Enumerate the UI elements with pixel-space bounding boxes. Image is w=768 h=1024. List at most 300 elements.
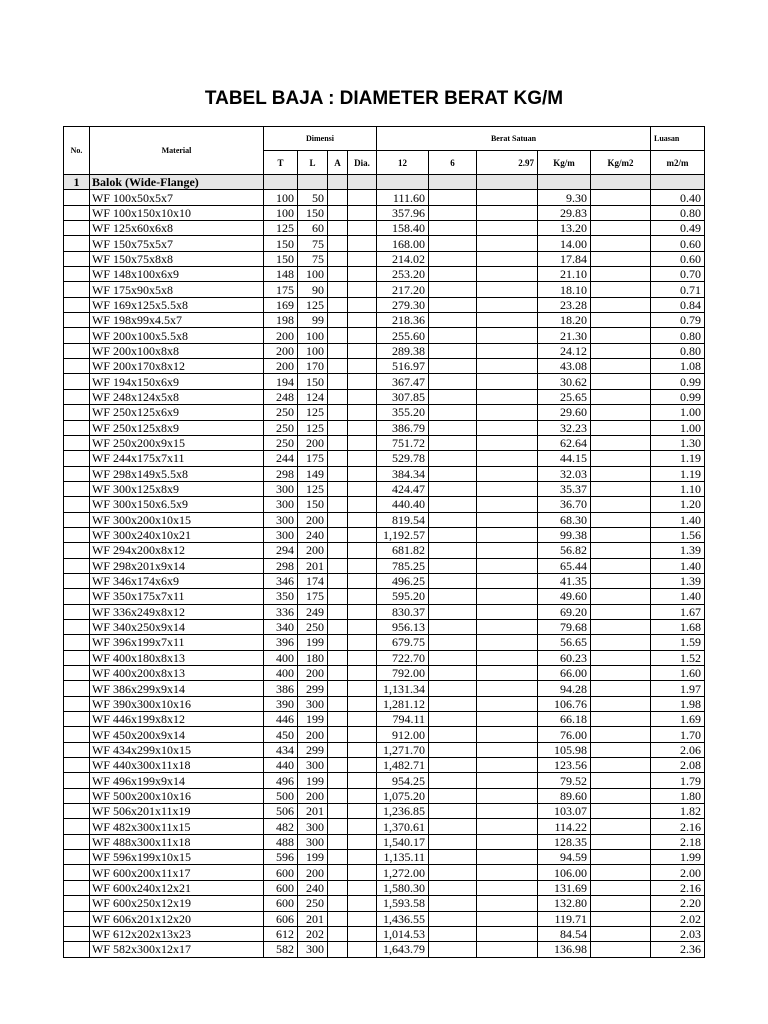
berat-12-cell: 1,014.53 — [377, 926, 429, 941]
empty-cell — [328, 405, 348, 420]
luasan-cell: 0.80 — [651, 205, 705, 220]
table-row — [64, 451, 705, 466]
empty-cell — [477, 650, 538, 665]
dim-l-cell: 99 — [298, 313, 328, 328]
empty-cell — [64, 205, 90, 220]
empty-cell — [477, 481, 538, 496]
material-cell: WF 169x125x5.5x8 — [90, 297, 264, 312]
empty-cell — [328, 850, 348, 865]
empty-cell — [64, 742, 90, 757]
kgm-cell: 131.69 — [538, 880, 591, 895]
empty-cell — [348, 926, 377, 941]
empty-cell — [591, 543, 651, 558]
empty-cell — [64, 190, 90, 205]
empty-cell — [348, 604, 377, 619]
empty-cell — [591, 451, 651, 466]
empty-cell — [64, 896, 90, 911]
dim-t-cell: 150 — [264, 251, 298, 266]
empty-cell — [477, 788, 538, 803]
luasan-cell: 1.19 — [651, 466, 705, 481]
berat-12-cell: 386.79 — [377, 420, 429, 435]
dim-t-cell: 482 — [264, 819, 298, 834]
dim-t-cell: 600 — [264, 880, 298, 895]
table-row — [64, 666, 705, 681]
berat-12-cell: 1,236.85 — [377, 804, 429, 819]
empty-cell — [591, 666, 651, 681]
table-row — [64, 696, 705, 711]
empty-cell — [64, 313, 90, 328]
empty-cell — [64, 297, 90, 312]
empty-cell — [429, 696, 477, 711]
empty-cell — [429, 359, 477, 374]
material-cell: WF 612x202x13x23 — [90, 926, 264, 941]
kgm-cell: 25.65 — [538, 389, 591, 404]
empty-cell — [429, 880, 477, 895]
table-row — [64, 926, 705, 941]
empty-cell — [591, 819, 651, 834]
dim-l-cell: 124 — [298, 389, 328, 404]
empty-cell — [429, 527, 477, 542]
empty-cell — [348, 788, 377, 803]
empty-cell — [477, 282, 538, 297]
table-row — [64, 313, 705, 328]
empty-cell — [477, 512, 538, 527]
dim-l-cell: 200 — [298, 865, 328, 880]
kgm-cell: 106.76 — [538, 696, 591, 711]
berat-12-cell: 595.20 — [377, 589, 429, 604]
table-row — [64, 205, 705, 220]
empty-cell — [64, 911, 90, 926]
table-row — [64, 880, 705, 895]
dim-l-cell: 300 — [298, 834, 328, 849]
empty-cell — [429, 619, 477, 634]
material-cell: WF 298x201x9x14 — [90, 558, 264, 573]
material-cell: WF 400x200x8x13 — [90, 666, 264, 681]
luasan-cell: 2.03 — [651, 926, 705, 941]
empty-cell — [64, 543, 90, 558]
luasan-cell: 1.99 — [651, 850, 705, 865]
dim-l-cell: 201 — [298, 804, 328, 819]
dim-l-cell: 149 — [298, 466, 328, 481]
empty-cell — [591, 389, 651, 404]
material-cell: WF 100x150x10x10 — [90, 205, 264, 220]
dim-t-cell: 390 — [264, 696, 298, 711]
empty-cell — [477, 619, 538, 634]
empty-cell — [429, 681, 477, 696]
material-cell: WF 482x300x11x15 — [90, 819, 264, 834]
empty-cell — [348, 389, 377, 404]
luasan-cell: 1.68 — [651, 619, 705, 634]
empty-cell — [348, 727, 377, 742]
empty-cell — [328, 880, 348, 895]
kgm-cell: 99.38 — [538, 527, 591, 542]
empty-cell — [477, 205, 538, 220]
empty-cell — [64, 788, 90, 803]
berat-12-cell: 1,075.20 — [377, 788, 429, 803]
empty-cell — [348, 374, 377, 389]
material-cell: WF 340x250x9x14 — [90, 619, 264, 634]
berat-12-cell: 1,281.12 — [377, 696, 429, 711]
dim-l-cell: 90 — [298, 282, 328, 297]
empty-cell — [477, 681, 538, 696]
kgm-cell: 94.28 — [538, 681, 591, 696]
empty-cell — [591, 236, 651, 251]
empty-cell — [591, 405, 651, 420]
table-row — [64, 543, 705, 558]
dim-l-cell: 200 — [298, 435, 328, 450]
empty-cell — [328, 865, 348, 880]
material-cell: WF 386x299x9x14 — [90, 681, 264, 696]
empty-cell — [328, 573, 348, 588]
empty-cell — [348, 681, 377, 696]
empty-cell — [64, 926, 90, 941]
empty-cell — [429, 926, 477, 941]
empty-cell — [591, 267, 651, 282]
kgm-cell: 65.44 — [538, 558, 591, 573]
dim-t-cell: 440 — [264, 758, 298, 773]
empty-cell — [348, 251, 377, 266]
berat-12-cell: 367.47 — [377, 374, 429, 389]
empty-cell — [477, 696, 538, 711]
empty-cell — [591, 221, 651, 236]
empty-cell — [328, 819, 348, 834]
berat-12-cell: 111.60 — [377, 190, 429, 205]
kgm-cell: 84.54 — [538, 926, 591, 941]
kgm-cell: 132.80 — [538, 896, 591, 911]
kgm-cell: 114.22 — [538, 819, 591, 834]
kgm-cell: 32.03 — [538, 466, 591, 481]
empty-cell — [477, 727, 538, 742]
dim-t-cell: 298 — [264, 558, 298, 573]
dim-t-cell: 612 — [264, 926, 298, 941]
table-row — [64, 773, 705, 788]
empty-cell — [64, 359, 90, 374]
material-cell: WF 434x299x10x15 — [90, 742, 264, 757]
kgm-cell: 43.08 — [538, 359, 591, 374]
material-cell: WF 300x150x6.5x9 — [90, 497, 264, 512]
empty-cell — [348, 297, 377, 312]
dim-l-cell: 150 — [298, 497, 328, 512]
dim-t-cell: 248 — [264, 389, 298, 404]
material-cell: WF 600x250x12x19 — [90, 896, 264, 911]
berat-12-cell: 912.00 — [377, 727, 429, 742]
dim-l-cell: 250 — [298, 619, 328, 634]
dim-l-cell: 200 — [298, 543, 328, 558]
steel-table — [63, 126, 705, 958]
empty-cell — [64, 343, 90, 358]
table-row — [64, 343, 705, 358]
empty-cell — [591, 880, 651, 895]
table-row — [64, 512, 705, 527]
empty-cell — [477, 313, 538, 328]
table-row — [64, 650, 705, 665]
table-row — [64, 712, 705, 727]
material-cell: WF 500x200x10x16 — [90, 788, 264, 803]
empty-cell — [429, 282, 477, 297]
kgm-cell: 49.60 — [538, 589, 591, 604]
empty-cell — [348, 328, 377, 343]
empty-cell — [477, 742, 538, 757]
dim-l-cell: 300 — [298, 942, 328, 957]
dim-t-cell: 250 — [264, 405, 298, 420]
berat-12-cell: 253.20 — [377, 267, 429, 282]
material-cell: WF 300x200x10x15 — [90, 512, 264, 527]
luasan-cell: 1.82 — [651, 804, 705, 819]
empty-cell — [64, 635, 90, 650]
empty-cell — [64, 221, 90, 236]
empty-cell — [328, 435, 348, 450]
luasan-cell: 1.00 — [651, 420, 705, 435]
table-row — [64, 604, 705, 619]
empty-cell — [64, 604, 90, 619]
empty-cell — [328, 328, 348, 343]
kgm-cell: 21.30 — [538, 328, 591, 343]
kgm-cell: 32.23 — [538, 420, 591, 435]
empty-cell — [429, 589, 477, 604]
empty-cell — [64, 328, 90, 343]
berat-12-cell: 1,643.79 — [377, 942, 429, 957]
luasan-cell: 0.40 — [651, 190, 705, 205]
empty-cell — [477, 527, 538, 542]
empty-cell — [328, 282, 348, 297]
empty-cell — [429, 742, 477, 757]
empty-cell — [64, 681, 90, 696]
material-cell: WF 125x60x6x8 — [90, 221, 264, 236]
berat-12-cell: 384.34 — [377, 466, 429, 481]
empty-cell — [348, 758, 377, 773]
table-row — [64, 359, 705, 374]
empty-cell — [429, 328, 477, 343]
empty-cell — [591, 727, 651, 742]
empty-cell — [348, 420, 377, 435]
empty-cell — [477, 343, 538, 358]
table-row — [64, 466, 705, 481]
empty-cell — [429, 435, 477, 450]
empty-cell — [328, 773, 348, 788]
berat-12-cell: 1,593.58 — [377, 896, 429, 911]
berat-12-cell: 214.02 — [377, 251, 429, 266]
material-cell: WF 100x50x5x7 — [90, 190, 264, 205]
material-cell: WF 298x149x5.5x8 — [90, 466, 264, 481]
luasan-cell: 2.00 — [651, 865, 705, 880]
material-cell: WF 606x201x12x20 — [90, 911, 264, 926]
empty-cell — [591, 788, 651, 803]
empty-cell — [64, 573, 90, 588]
empty-cell — [348, 543, 377, 558]
empty-cell — [477, 819, 538, 834]
material-cell: WF 248x124x5x8 — [90, 389, 264, 404]
empty-cell — [477, 558, 538, 573]
empty-cell — [328, 942, 348, 957]
empty-cell — [477, 896, 538, 911]
dim-t-cell: 346 — [264, 573, 298, 588]
kgm-cell: 103.07 — [538, 804, 591, 819]
material-cell: WF 200x100x5.5x8 — [90, 328, 264, 343]
empty-cell — [64, 512, 90, 527]
section-row — [64, 175, 705, 190]
empty-cell — [477, 267, 538, 282]
empty-cell — [591, 190, 651, 205]
header-kgm2: Kg/m2 — [591, 151, 651, 175]
section-no: 1 — [64, 175, 90, 190]
empty-cell — [64, 466, 90, 481]
empty-cell — [64, 589, 90, 604]
kgm-cell: 128.35 — [538, 834, 591, 849]
luasan-cell: 1.40 — [651, 558, 705, 573]
header-luasan: Luasan — [651, 127, 705, 151]
empty-cell — [64, 758, 90, 773]
empty-cell — [328, 926, 348, 941]
material-cell: WF 300x240x10x21 — [90, 527, 264, 542]
dim-l-cell: 249 — [298, 604, 328, 619]
material-cell: WF 336x249x8x12 — [90, 604, 264, 619]
empty-cell — [64, 712, 90, 727]
table-row — [64, 589, 705, 604]
empty-cell — [429, 543, 477, 558]
berat-12-cell: 357.96 — [377, 205, 429, 220]
empty-cell — [328, 221, 348, 236]
empty-cell — [591, 359, 651, 374]
kgm-cell: 30.62 — [538, 374, 591, 389]
empty-cell — [328, 558, 348, 573]
empty-cell — [591, 758, 651, 773]
empty-cell — [348, 451, 377, 466]
empty-cell — [477, 635, 538, 650]
berat-12-cell: 1,192.57 — [377, 527, 429, 542]
empty-cell — [64, 804, 90, 819]
berat-12-cell: 1,271.70 — [377, 742, 429, 757]
material-cell: WF 194x150x6x9 — [90, 374, 264, 389]
empty-cell — [591, 635, 651, 650]
dim-l-cell: 75 — [298, 236, 328, 251]
dim-l-cell: 175 — [298, 451, 328, 466]
empty-cell — [64, 420, 90, 435]
luasan-cell: 1.40 — [651, 589, 705, 604]
empty-cell — [328, 589, 348, 604]
empty-cell — [64, 527, 90, 542]
dim-t-cell: 446 — [264, 712, 298, 727]
dim-l-cell: 100 — [298, 267, 328, 282]
dim-t-cell: 450 — [264, 727, 298, 742]
dim-t-cell: 125 — [264, 221, 298, 236]
dim-t-cell: 488 — [264, 834, 298, 849]
header-l: L — [298, 151, 328, 175]
empty-cell — [591, 527, 651, 542]
material-cell: WF 582x300x12x17 — [90, 942, 264, 957]
empty-cell — [591, 619, 651, 634]
kgm-cell: 14.00 — [538, 236, 591, 251]
material-cell: WF 294x200x8x12 — [90, 543, 264, 558]
empty-cell — [429, 804, 477, 819]
empty-cell — [429, 788, 477, 803]
empty-cell — [348, 236, 377, 251]
empty-cell — [348, 911, 377, 926]
header-no: No. — [64, 127, 90, 175]
empty-cell — [64, 389, 90, 404]
luasan-cell: 0.99 — [651, 389, 705, 404]
empty-cell — [429, 604, 477, 619]
luasan-cell: 1.69 — [651, 712, 705, 727]
empty-cell — [591, 435, 651, 450]
empty-cell — [328, 313, 348, 328]
dim-l-cell: 150 — [298, 374, 328, 389]
material-cell: WF 390x300x10x16 — [90, 696, 264, 711]
table-row — [64, 236, 705, 251]
empty-cell — [477, 328, 538, 343]
dim-t-cell: 200 — [264, 328, 298, 343]
empty-cell — [429, 558, 477, 573]
luasan-cell: 1.00 — [651, 405, 705, 420]
empty-cell — [328, 604, 348, 619]
table-row — [64, 190, 705, 205]
empty-cell — [328, 190, 348, 205]
empty-cell — [429, 313, 477, 328]
empty-cell — [591, 497, 651, 512]
empty-cell — [477, 236, 538, 251]
kgm-cell: 35.37 — [538, 481, 591, 496]
empty-cell — [477, 389, 538, 404]
material-cell: WF 446x199x8x12 — [90, 712, 264, 727]
material-cell: WF 244x175x7x11 — [90, 451, 264, 466]
dim-l-cell: 100 — [298, 343, 328, 358]
empty-cell — [591, 297, 651, 312]
empty-cell — [477, 712, 538, 727]
dim-l-cell: 125 — [298, 405, 328, 420]
dim-t-cell: 336 — [264, 604, 298, 619]
empty-cell — [64, 727, 90, 742]
material-cell: WF 440x300x11x18 — [90, 758, 264, 773]
empty-cell — [328, 297, 348, 312]
dim-t-cell: 175 — [264, 282, 298, 297]
empty-cell — [328, 742, 348, 757]
dim-l-cell: 175 — [298, 589, 328, 604]
kgm-cell: 56.65 — [538, 635, 591, 650]
empty-cell — [348, 405, 377, 420]
empty-cell — [348, 512, 377, 527]
empty-cell — [348, 896, 377, 911]
luasan-cell: 1.10 — [651, 481, 705, 496]
dim-l-cell: 300 — [298, 819, 328, 834]
berat-12-cell: 1,436.55 — [377, 911, 429, 926]
dim-l-cell: 170 — [298, 359, 328, 374]
empty-cell — [429, 712, 477, 727]
empty-cell — [591, 589, 651, 604]
berat-12-cell: 516.97 — [377, 359, 429, 374]
empty-cell — [591, 712, 651, 727]
empty-cell — [348, 742, 377, 757]
dim-l-cell: 199 — [298, 635, 328, 650]
empty-cell — [591, 251, 651, 266]
luasan-cell: 2.08 — [651, 758, 705, 773]
empty-cell — [328, 466, 348, 481]
luasan-cell: 1.67 — [651, 604, 705, 619]
luasan-cell: 2.20 — [651, 896, 705, 911]
empty-cell — [328, 681, 348, 696]
empty-cell — [477, 758, 538, 773]
table-row — [64, 804, 705, 819]
empty-cell — [64, 558, 90, 573]
luasan-cell: 1.56 — [651, 527, 705, 542]
table-row — [64, 251, 705, 266]
table-row — [64, 328, 705, 343]
luasan-cell: 2.16 — [651, 819, 705, 834]
dim-t-cell: 250 — [264, 435, 298, 450]
dim-l-cell: 174 — [298, 573, 328, 588]
material-cell: WF 250x125x8x9 — [90, 420, 264, 435]
empty-cell — [477, 589, 538, 604]
header-t: T — [264, 151, 298, 175]
berat-12-cell: 1,580.30 — [377, 880, 429, 895]
